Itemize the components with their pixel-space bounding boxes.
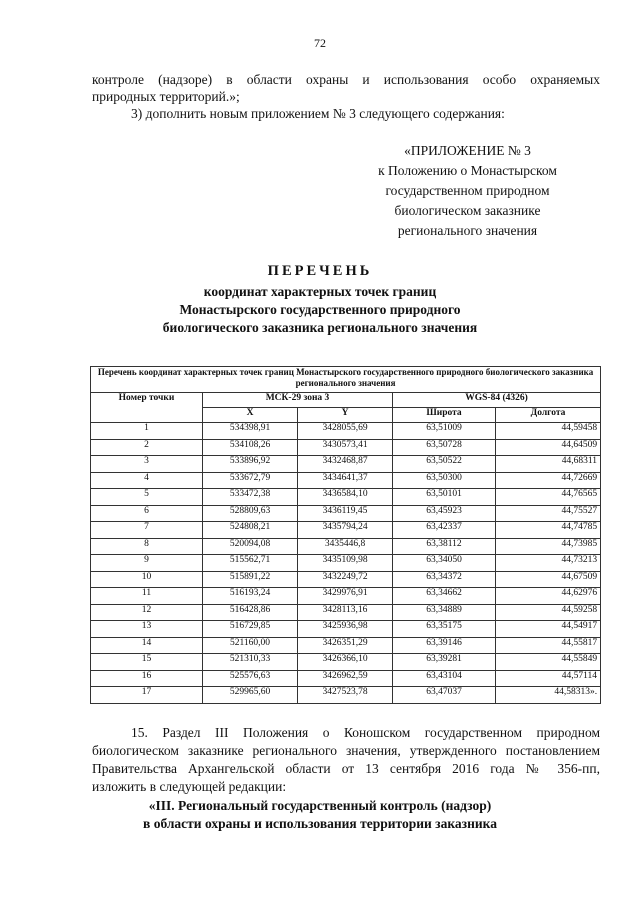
table-row — [91, 654, 601, 671]
cell-latitude: 63,34050 — [393, 555, 496, 572]
cell-x: 521160,00 — [203, 637, 298, 654]
cell-longitude: 44,74785 — [496, 522, 601, 539]
cell-longitude: 44,68311 — [496, 456, 601, 473]
appendix-line-2: к Положению о Монастырском — [378, 163, 557, 178]
cell-y: 3430573,41 — [298, 439, 393, 456]
cell-latitude: 63,38112 — [393, 538, 496, 555]
table-body — [91, 423, 601, 704]
cell-point-number: 15 — [91, 654, 203, 671]
cell-point-number: 16 — [91, 670, 203, 687]
cell-x: 520094,08 — [203, 538, 298, 555]
header-msk: МСК-29 зона 3 — [203, 393, 393, 408]
cell-point-number: 7 — [91, 522, 203, 539]
cell-x: 533672,79 — [203, 472, 298, 489]
cell-longitude: 44,75527 — [496, 505, 601, 522]
cell-x: 516193,24 — [203, 588, 298, 605]
intro-line-1: контроле (надзоре) в области охраны и использования особо охраняемых — [92, 72, 600, 87]
cell-y: 3435109,98 — [298, 555, 393, 572]
cell-latitude: 63,45923 — [393, 505, 496, 522]
cell-point-number: 4 — [91, 472, 203, 489]
table-row — [91, 423, 601, 440]
cell-x: 515562,71 — [203, 555, 298, 572]
list-title: ПЕРЕЧЕНЬ — [267, 263, 373, 279]
list-subtitle-2: Монастырского государственного природного — [179, 302, 461, 317]
table-row — [91, 472, 601, 489]
cell-point-number: 12 — [91, 604, 203, 621]
table-row — [91, 604, 601, 621]
cell-latitude: 63,51009 — [393, 423, 496, 440]
cell-longitude: 44,73985 — [496, 538, 601, 555]
cell-x: 534398,91 — [203, 423, 298, 440]
cell-y: 3428113,16 — [298, 604, 393, 621]
header-longitude: Долгота — [496, 408, 601, 423]
cell-longitude: 44,54917 — [496, 621, 601, 638]
cell-x: 516428,86 — [203, 604, 298, 621]
header-latitude: Широта — [393, 408, 496, 423]
appendix-line-1: «ПРИЛОЖЕНИЕ № 3 — [404, 143, 531, 158]
cell-x: 529965,60 — [203, 687, 298, 704]
table-row — [91, 439, 601, 456]
table-caption: Перечень координат характерных точек границ Монастырского государственного природного биологического заказника регионального значения — [91, 367, 601, 393]
appendix-line-3: государственном природном — [385, 183, 550, 198]
cell-point-number: 5 — [91, 489, 203, 506]
section15-line-4: изложить в следующей редакции: — [92, 779, 287, 794]
cell-latitude: 63,50728 — [393, 439, 496, 456]
cell-longitude: 44,58313». — [496, 687, 601, 704]
header-x: X — [203, 408, 298, 423]
section15-line-3: Правительства Архангельской области от 13 сентября 2016 года № 356-пп, — [92, 761, 600, 776]
appendix-block — [350, 141, 585, 241]
appendix-line-4: биологическом заказнике — [394, 203, 541, 218]
section-heading-line-1: «III. Региональный государственный контроль (надзор) — [148, 798, 492, 813]
cell-x: 521310,33 — [203, 654, 298, 671]
table-row — [91, 621, 601, 638]
section-heading-line-2: в области охраны и использования территории заказника — [143, 816, 497, 831]
cell-point-number: 8 — [91, 538, 203, 555]
header-wgs: WGS-84 (4326) — [393, 393, 601, 408]
cell-y: 3426351,29 — [298, 637, 393, 654]
cell-latitude: 63,42337 — [393, 522, 496, 539]
cell-y: 3425936,98 — [298, 621, 393, 638]
cell-point-number: 11 — [91, 588, 203, 605]
list-subtitle-3: биологического заказника регионального значения — [162, 320, 478, 335]
cell-point-number: 6 — [91, 505, 203, 522]
cell-point-number: 1 — [91, 423, 203, 440]
cell-x: 516729,85 — [203, 621, 298, 638]
intro-line-2: природных территорий.»; — [92, 89, 240, 104]
cell-latitude: 63,34662 — [393, 588, 496, 605]
cell-longitude: 44,59258 — [496, 604, 601, 621]
cell-latitude: 63,39146 — [393, 637, 496, 654]
cell-latitude: 63,50300 — [393, 472, 496, 489]
table-row — [91, 670, 601, 687]
page-number: 72 — [314, 36, 326, 50]
cell-longitude: 44,67509 — [496, 571, 601, 588]
cell-x: 533472,38 — [203, 489, 298, 506]
cell-latitude: 63,50522 — [393, 456, 496, 473]
cell-latitude: 63,34889 — [393, 604, 496, 621]
cell-latitude: 63,50101 — [393, 489, 496, 506]
table-row — [91, 555, 601, 572]
cell-longitude: 44,64509 — [496, 439, 601, 456]
cell-point-number: 2 — [91, 439, 203, 456]
cell-point-number: 13 — [91, 621, 203, 638]
cell-longitude: 44,62976 — [496, 588, 601, 605]
cell-point-number: 14 — [91, 637, 203, 654]
table-row — [91, 588, 601, 605]
cell-y: 3426962,59 — [298, 670, 393, 687]
cell-x: 525576,63 — [203, 670, 298, 687]
cell-longitude: 44,57114 — [496, 670, 601, 687]
cell-x: 515891,22 — [203, 571, 298, 588]
table-row — [91, 505, 601, 522]
cell-y: 3432249,72 — [298, 571, 393, 588]
cell-x: 533896,92 — [203, 456, 298, 473]
intro-line-3: 3) дополнить новым приложением № 3 следующего содержания: — [131, 106, 505, 121]
cell-y: 3435794,24 — [298, 522, 393, 539]
cell-y: 3429976,91 — [298, 588, 393, 605]
appendix-line-5: регионального значения — [397, 223, 538, 238]
cell-longitude: 44,73213 — [496, 555, 601, 572]
coordinates-table — [90, 366, 601, 704]
cell-point-number: 9 — [91, 555, 203, 572]
header-y: Y — [298, 408, 393, 423]
cell-latitude: 63,47037 — [393, 687, 496, 704]
cell-y: 3432468,87 — [298, 456, 393, 473]
cell-point-number: 3 — [91, 456, 203, 473]
table-row — [91, 522, 601, 539]
cell-x: 534108,26 — [203, 439, 298, 456]
table-row — [91, 538, 601, 555]
cell-y: 3426366,10 — [298, 654, 393, 671]
table-row — [91, 571, 601, 588]
section15-line-1: 15. Раздел III Положения о Коношском государственном природном — [131, 725, 600, 740]
cell-latitude: 63,34372 — [393, 571, 496, 588]
table-row — [91, 456, 601, 473]
cell-longitude: 44,55817 — [496, 637, 601, 654]
cell-latitude: 63,43104 — [393, 670, 496, 687]
cell-y: 3435446,8 — [298, 538, 393, 555]
cell-latitude: 63,35175 — [393, 621, 496, 638]
cell-longitude: 44,76565 — [496, 489, 601, 506]
cell-x: 524808,21 — [203, 522, 298, 539]
cell-longitude: 44,72669 — [496, 472, 601, 489]
cell-point-number: 17 — [91, 687, 203, 704]
cell-longitude: 44,59458 — [496, 423, 601, 440]
cell-y: 3428055,69 — [298, 423, 393, 440]
table-row — [91, 687, 601, 704]
header-point-number: Номер точки — [91, 393, 203, 423]
cell-x: 528809,63 — [203, 505, 298, 522]
cell-y: 3436584,10 — [298, 489, 393, 506]
section15-line-2: биологическом заказнике регионального значения, утвержденного постановлением — [92, 743, 600, 758]
cell-y: 3427523,78 — [298, 687, 393, 704]
table-row — [91, 489, 601, 506]
cell-y: 3434641,37 — [298, 472, 393, 489]
cell-latitude: 63,39281 — [393, 654, 496, 671]
cell-y: 3436119,45 — [298, 505, 393, 522]
table-row — [91, 637, 601, 654]
cell-longitude: 44,55849 — [496, 654, 601, 671]
list-subtitle-1: координат характерных точек границ — [203, 284, 437, 299]
cell-point-number: 10 — [91, 571, 203, 588]
